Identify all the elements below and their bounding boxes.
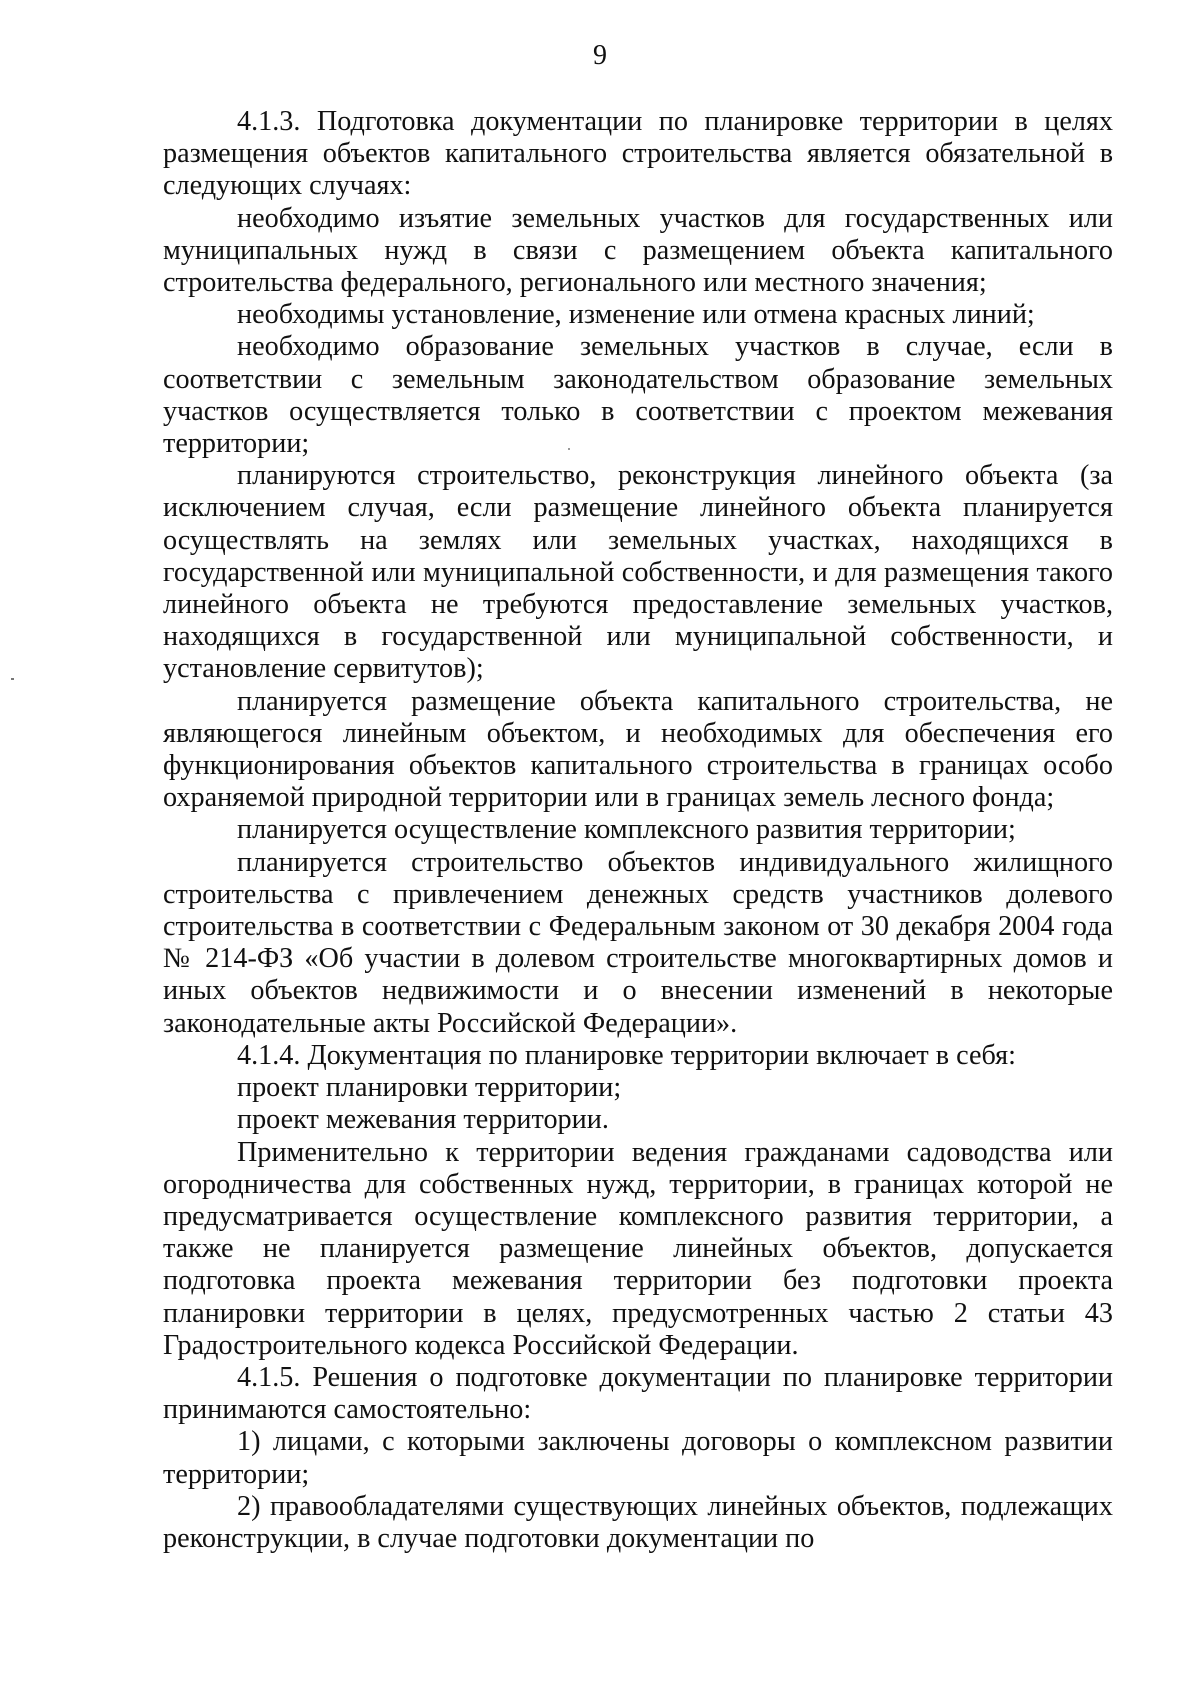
paragraph-gardening-territory: Применительно к территории ведения гражданами садоводства или огородничества для собственных нужд, территории, в границах которой не предусматривается осуществление комплексного развития территории, а также не планируется размещение линейных объектов, допускается подготовка проекта межевания территории без подготовки проекта планировки территории в целях, предусмотренных частью 2 статьи 43 Градостроительного кодекса Российской Федерации. [163, 1136, 1113, 1361]
document-body [163, 106, 1113, 1555]
paragraph-list-item-1: 1) лицами, с которыми заключены договоры о комплексном развитии территории; [163, 1426, 1113, 1490]
paragraph-red-lines: необходимы установление, изменение или отмена красных линий; [237, 299, 1035, 331]
paragraph-linear-object: планируются строительство, реконструкция линейного объекта (за исключением случая, если размещение линейного объекта планируется осуществлять на землях или земельных участках, находящихся в государственной или муниципальной собственности, и для размещения такого линейного объекта не требуются предоставление земельных участков, находящихся в государственной или муниципальной собственности, и установление сервитутов); [163, 460, 1113, 685]
paragraph-surveying-project: проект межевания территории. [237, 1104, 609, 1136]
paragraph-list-item-2: 2) правообладателями существующих линейных объектов, подлежащих реконструкции, в случае подготовки документации по [163, 1490, 1113, 1554]
paragraph-planning-project: проект планировки территории; [237, 1072, 622, 1104]
paragraph-land-seizure: необходимо изъятие земельных участков для государственных или муниципальных нужд в связи с размещением объекта капитального строительства федерального, регионального или местного значения; [163, 202, 1113, 299]
page-number: 9 [593, 40, 607, 71]
paragraph-capital-construction: планируется размещение объекта капитального строительства, не являющегося линейным объектом, и необходимых для обеспечения его функционирования объектов капитального строительства в границах особо охраняемой природной территории или в границах земель лесного фонда; [163, 685, 1113, 814]
paragraph-individual-housing: планируется строительство объектов индивидуального жилищного строительства с привлечением денежных средств участников долевого строительства в соответствии с Федеральным законом от 30 декабря 2004 года № 214-ФЗ «Об участии в долевом строительстве многоквартирных домов и иных объектов недвижимости и о внесении изменений в некоторые законодательные акты Российской Федерации». [163, 846, 1113, 1039]
paragraph-complex-development: планируется осуществление комплексного развития территории; [237, 814, 1016, 846]
paragraph-4-1-4: 4.1.4. Документация по планировке территории включает в себя: [237, 1039, 1016, 1071]
scan-artifact [11, 678, 14, 680]
paragraph-land-formation: необходимо образование земельных участков в случае, если в соответствии с земельным законодательством образование земельных участков осуществляется только в соответствии с проектом межевания территории; [163, 331, 1113, 460]
scan-artifact-dot [568, 448, 570, 450]
paragraph-4-1-3: 4.1.3. Подготовка документации по планировке территории в целях размещения объектов капитального строительства является обязательной в следующих случаях: [163, 106, 1113, 202]
paragraph-4-1-5: 4.1.5. Решения о подготовке документации по планировке территории принимаются самостоятельно: [163, 1361, 1113, 1426]
